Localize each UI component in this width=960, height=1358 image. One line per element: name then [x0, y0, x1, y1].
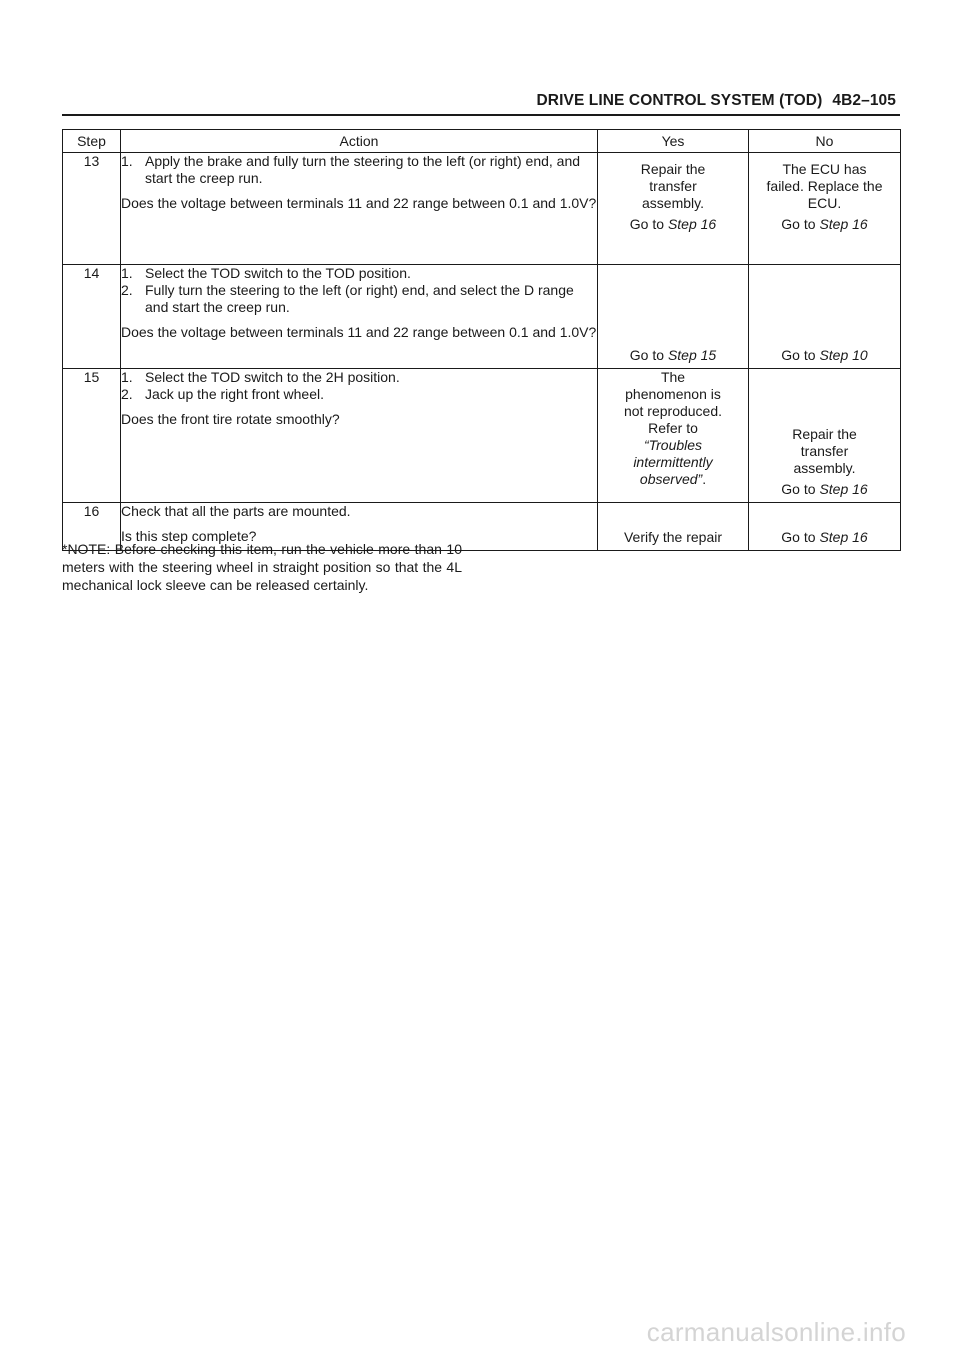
goto-link[interactable]: Step 10: [819, 347, 868, 363]
goto-link[interactable]: Step 16: [819, 529, 868, 545]
no-result: Repair the transfer assembly.: [792, 426, 857, 476]
list-item: 2. Fully turn the steering to the left (or right) end, and select the D range and start the creep run.: [121, 282, 574, 315]
reference-link[interactable]: “Troubles intermittently observed”: [633, 437, 713, 487]
goto-link[interactable]: Step 16: [667, 216, 717, 232]
check-question: Does the voltage between terminals 11 and 22 range between 0.1 and 1.0V?: [121, 324, 597, 340]
table-row: [63, 153, 901, 265]
goto-link[interactable]: Step 15: [667, 347, 717, 363]
no-goto: Go to Step 10: [781, 347, 868, 363]
note-text: *NOTE: Before checking this item, run the vehicle more than 10 meters with the steering wheel in straight position so that the 4L mechanical lock sleeve can be released certainly.: [62, 541, 462, 593]
action-cell: [121, 153, 598, 265]
no-cell: [749, 153, 901, 265]
check-question: Does the voltage between terminals 11 and 22 range between 0.1 and 1.0V?: [121, 195, 597, 211]
yes-cell: [598, 265, 749, 369]
no-result: The ECU has failed. Replace the ECU.: [766, 161, 883, 211]
page-header: [62, 92, 896, 110]
no-goto: Go to Step 16: [781, 529, 868, 545]
yes-cell: [598, 503, 749, 551]
step-number: 14: [63, 265, 121, 369]
yes-goto: Go to Step 16: [629, 216, 717, 232]
no-goto: Go to Step 16: [781, 216, 868, 232]
check-question: Is this step complete?: [121, 528, 257, 544]
column-header-action: Action: [121, 130, 598, 153]
table-header-row: [63, 130, 901, 153]
page-number: 4B2–105: [832, 92, 896, 109]
action-list: [121, 265, 597, 316]
list-item: 2. Jack up the right front wheel.: [121, 386, 324, 402]
step-number: 15: [63, 369, 121, 503]
header-rule: [62, 114, 900, 116]
section-title: DRIVE LINE CONTROL SYSTEM (TOD): [536, 92, 823, 109]
table-row: [63, 369, 901, 503]
list-item: 1. Select the TOD switch to the 2H position.: [121, 369, 400, 385]
goto-link[interactable]: Step 16: [819, 481, 868, 497]
step-number: 16: [63, 503, 121, 551]
table-row: [63, 265, 901, 369]
yes-result: Repair the transfer assembly.: [640, 161, 706, 211]
action-list: [121, 153, 597, 187]
column-header-step: Step: [63, 130, 121, 153]
step-number: 13: [63, 153, 121, 265]
yes-cell: [598, 153, 749, 265]
no-cell: [749, 369, 901, 503]
no-goto: Go to Step 16: [781, 481, 868, 497]
watermark: carmanualsonline.info: [646, 1317, 906, 1347]
yes-result: The phenomenon is not reproduced. Refer to: [623, 369, 723, 436]
diagnostic-table: [62, 129, 901, 551]
check-question: Does the front tire rotate smoothly?: [121, 411, 340, 427]
yes-result: Verify the repair: [623, 529, 723, 545]
yes-goto: Go to Step 15: [629, 347, 717, 363]
column-header-no: No: [749, 130, 901, 153]
action-list: [121, 369, 597, 403]
action-cell: [121, 369, 598, 503]
list-item: 1. Apply the brake and fully turn the steering to the left (or right) end, and start the creep run.: [121, 153, 581, 186]
action-cell: [121, 265, 598, 369]
no-cell: [749, 503, 901, 551]
action-text: Check that all the parts are mounted.: [121, 503, 351, 519]
column-header-yes: Yes: [598, 130, 749, 153]
yes-cell: The phenomenon is not reproduced. Refer to “Troubles intermittently observed”.: [598, 369, 749, 503]
list-item: 1. Select the TOD switch to the TOD position.: [121, 265, 411, 281]
no-cell: [749, 265, 901, 369]
goto-link[interactable]: Step 16: [819, 216, 868, 232]
